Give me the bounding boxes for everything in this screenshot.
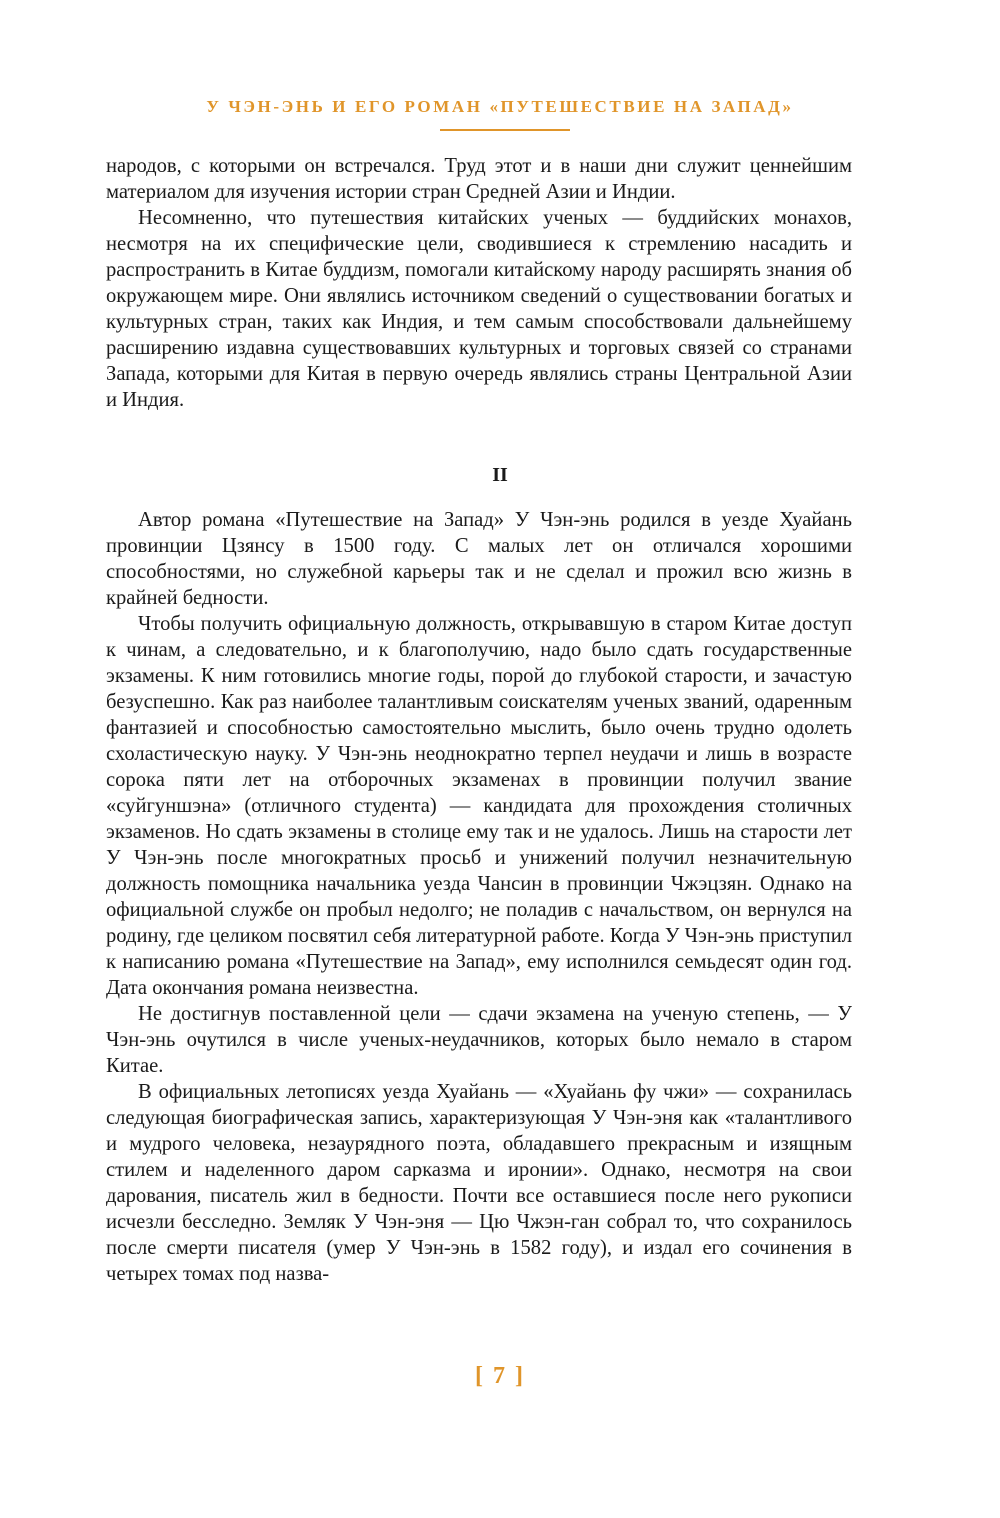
paragraph: Автор романа «Путешествие на Запад» У Чэн-энь родился в уезде Хуайань провинции Цзянсу в 1500 году. С малых лет он отличался хорошими способностями, но служебной карьеры так и не сделал и прожил всю жизнь в крайней бедности. [106,509,852,609]
paragraph: Не достигнув поставленной цели — сдачи экзамена на ученую степень, — У Чэн-энь очутился в числе ученых-неудачников, которых было немало в старом Китае. [106,1003,852,1077]
paragraph: В официальных летописях уезда Хуайань — «Хуайань фу чжи» — сохранилась следующая биографическая запись, характеризующая У Чэн-эня как «талантливого и мудрого человека, незаурядного поэта, обладавшего прекрасным и изящным стилем и наделенного даром сарказма и иронии». Однако, несмотря на свои дарования, писатель жил в бедности. Почти все оставшиеся после него рукописи исчезли бесследно. Земляк У Чэн-эня — Цю Чжэн-ган собрал то, что сохранилось после смерти писателя (умер У Чэн-энь в 1582 году), и издал его сочинения в четырех томах под назва- [106,1081,852,1285]
running-head: У ЧЭН-ЭНЬ И ЕГО РОМАН «ПУТЕШЕСТВИЕ НА ЗАПАД» [206,97,794,116]
paragraph-continuation: народов, с которыми он встречался. Труд этот и в наши дни служит ценнейшим материалом для изучения истории стран Средней Азии и Индии. [106,155,852,203]
paragraph: Несомненно, что путешествия китайских ученых — буддийских монахов, несмотря на их специфические цели, сводившиеся к стремлению насадить и распространить в Китае буддизм, помогали китайскому народу расширять знания об окружающем мире. Они являлись источником сведений о существовании богатых и культурных стран, таких как Индия, и тем самым способствовали дальнейшему расширению издавна существовавших культурных и торговых связей со странами Запада, которыми для Китая в первую очередь являлись страны Центральной Азии и Индия. [106,207,852,411]
paragraph: Чтобы получить официальную должность, открывавшую в старом Китае доступ к чинам, а следовательно, и к благополучию, надо было сдать государственные экзамены. К ним готовились многие годы, порой до глубокой старости, и зачастую безуспешно. Как раз наиболее талантливым соискателям ученых званий, одаренным фантазией и способностью самостоятельно мыслить, было очень трудно одолеть схоластическую науку. У Чэн-энь неоднократно терпел неудачи и лишь в возрасте сорока пяти лет на отборочных экзаменах в провинции получил звание «суйгуншэна» (отличного студента) — кандидата для прохождения столичных экзаменов. Но сдать экзамены в столице ему так и не удалось. Лишь на старости лет У Чэн-энь после многократных просьб и унижений получил незначительную должность помощника начальника уезда Чансин в провинции Чжэцзян. Однако на официальной службе он пробыл недолго; не поладив с начальством, он вернулся на родину, где целиком посвятил себя литературной работе. Когда У Чэн-энь приступил к написанию романа «Путешествие на Запад», ему исполнился семьдесят один год. Дата окончания романа неизвестна. [106,613,852,999]
page-number: [ 7 ] [475,1363,525,1389]
running-head-rule [440,129,570,131]
text-block-main [106,507,852,1287]
text-block-top [106,153,852,413]
section-number: II [492,464,508,486]
